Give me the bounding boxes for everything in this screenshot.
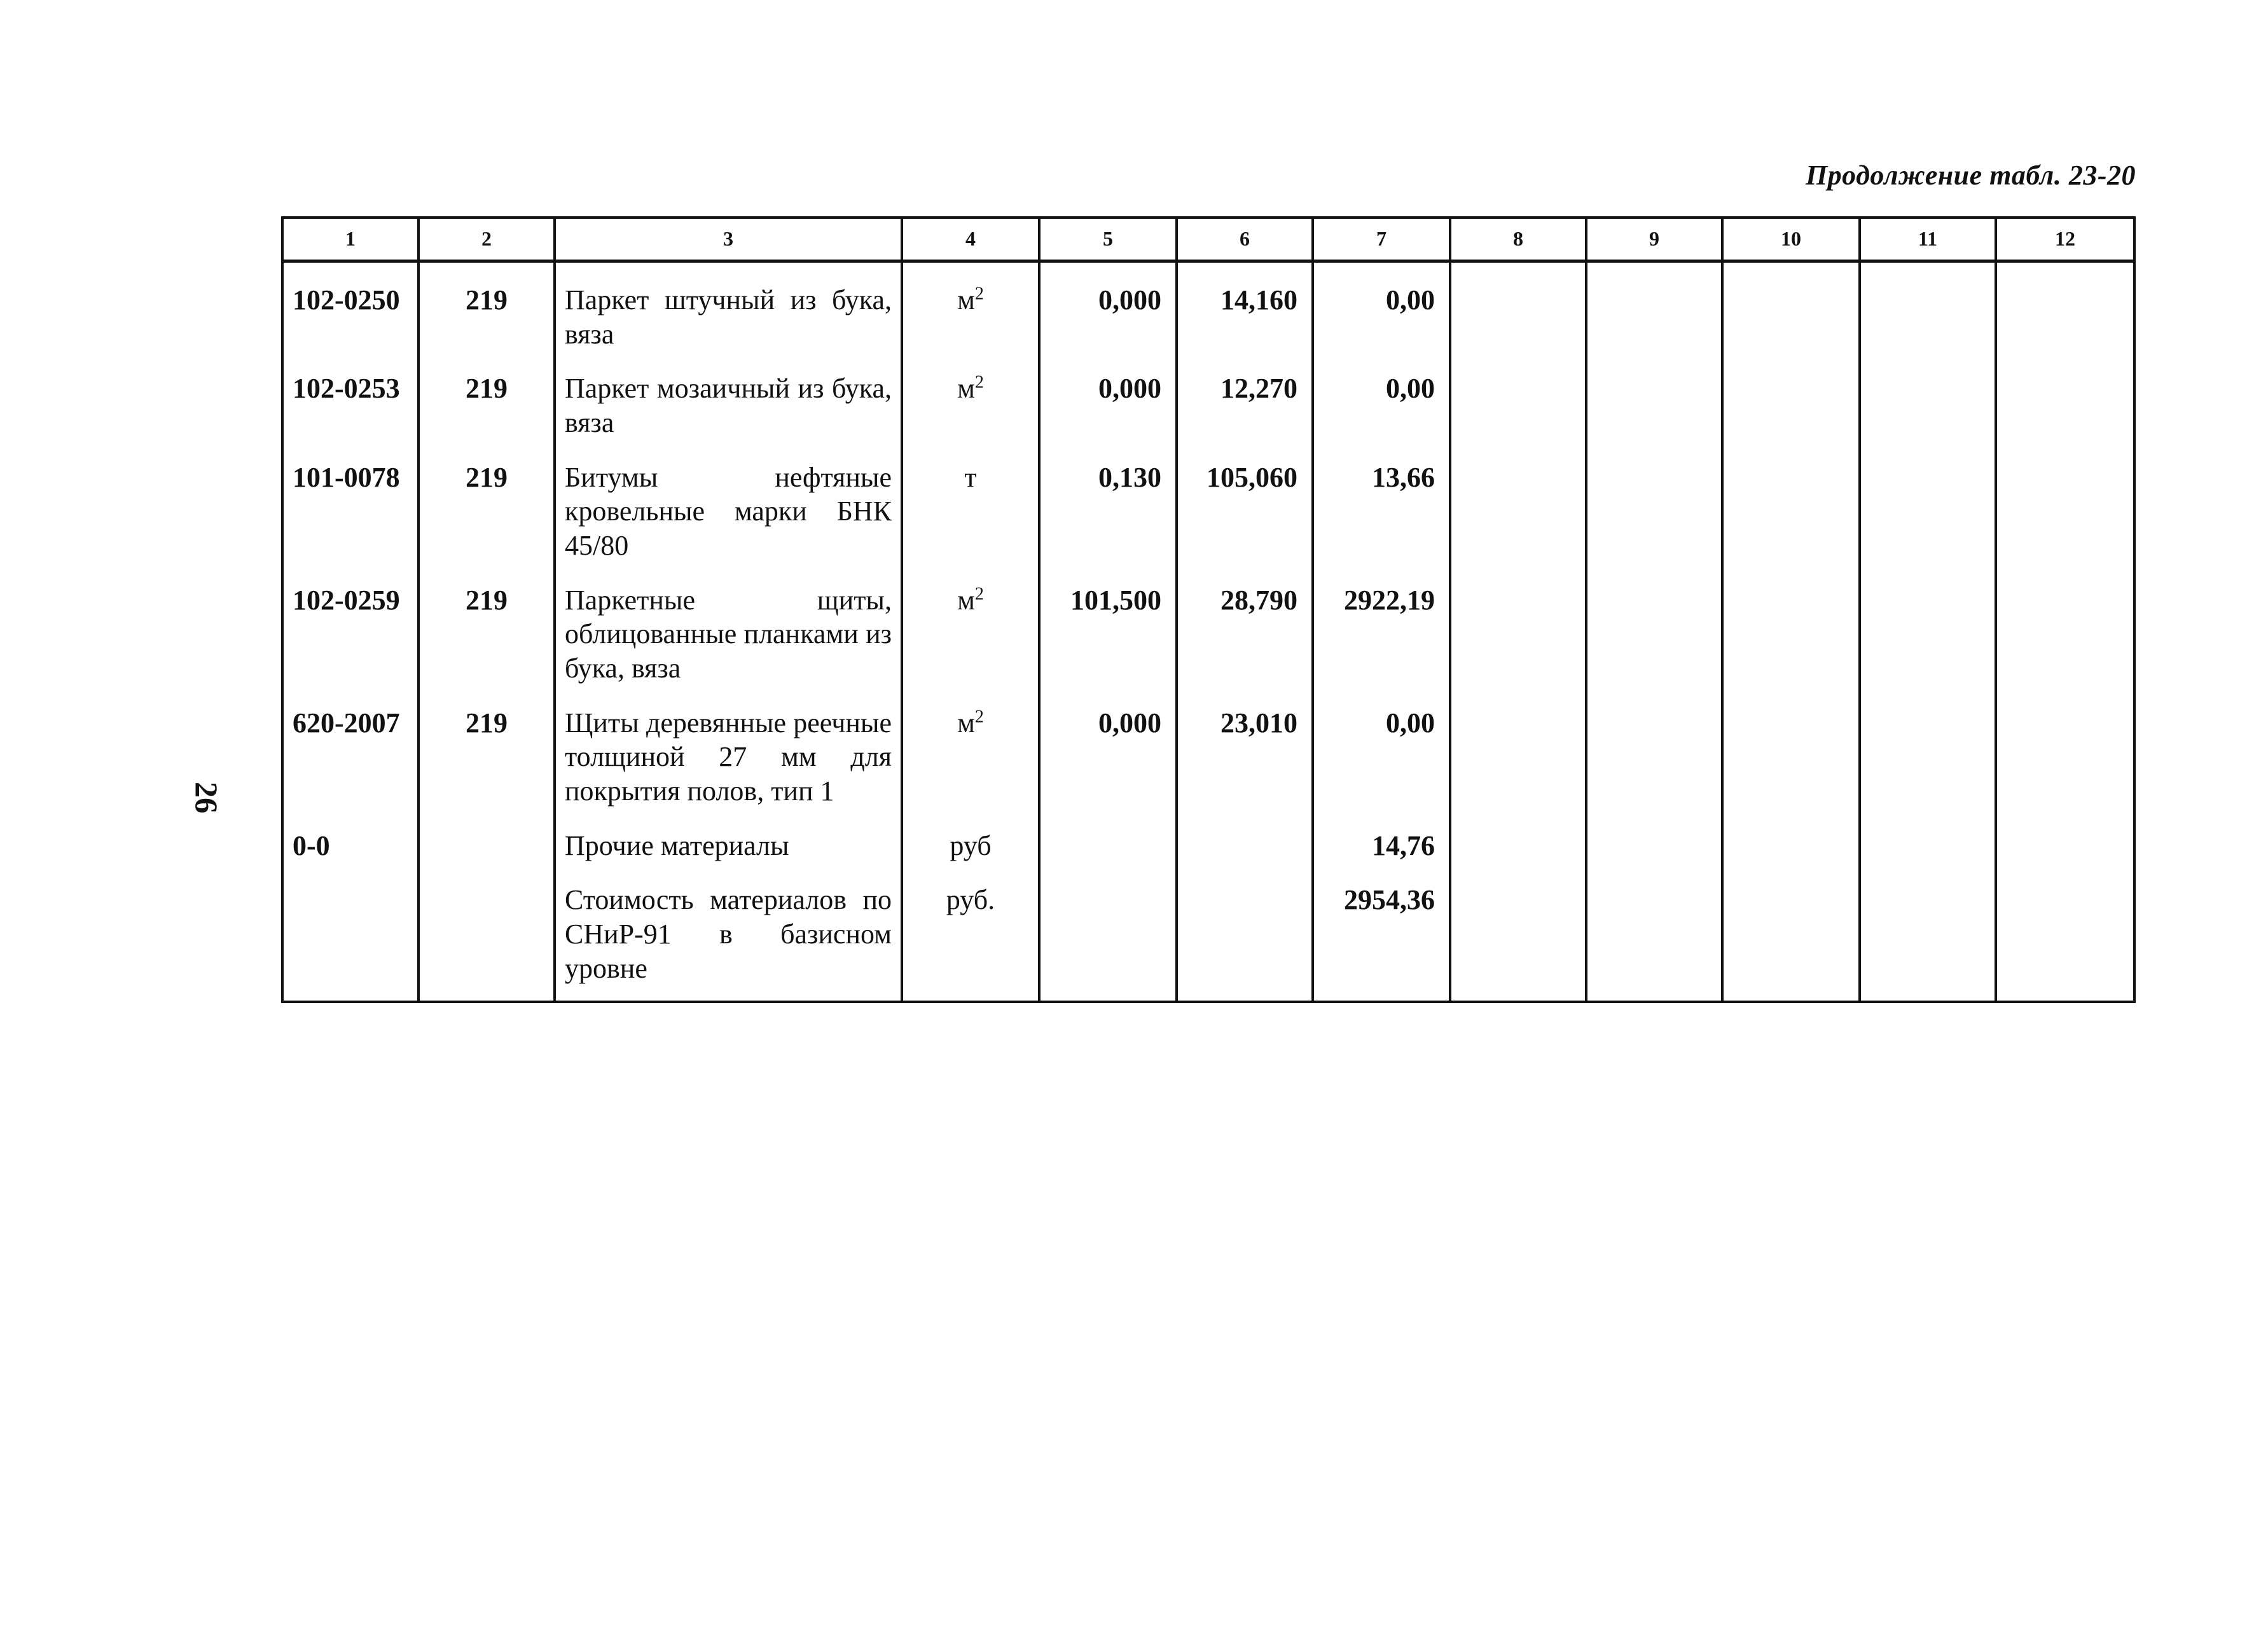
unit-text: т bbox=[964, 461, 977, 493]
group-cell: 219 bbox=[418, 351, 555, 440]
unit-cell bbox=[902, 686, 1039, 808]
empty-cell bbox=[1450, 563, 1586, 686]
unit-cell bbox=[902, 563, 1039, 686]
column-header: 2 bbox=[418, 218, 555, 261]
group-cell: 219 bbox=[418, 440, 555, 563]
unit-text: м bbox=[957, 707, 975, 738]
cost-cell: 0,00 bbox=[1313, 261, 1450, 352]
empty-cell bbox=[1722, 440, 1860, 563]
material-name-cell: Паркетные щиты, облицованные планками из бука, вяза bbox=[555, 563, 902, 686]
empty-cell bbox=[1860, 686, 1996, 808]
resource-code-cell: 0-0 bbox=[282, 808, 418, 863]
empty-cell bbox=[1996, 808, 2134, 863]
empty-cell bbox=[1586, 686, 1722, 808]
unit-text: руб bbox=[950, 829, 992, 861]
price-cell: 23,010 bbox=[1177, 686, 1313, 808]
empty-cell bbox=[1586, 351, 1722, 440]
empty-cell bbox=[1722, 351, 1860, 440]
price-cell bbox=[1177, 863, 1313, 1002]
group-cell bbox=[418, 808, 555, 863]
unit-cell bbox=[902, 261, 1039, 352]
empty-cell bbox=[1586, 261, 1722, 352]
column-header: 10 bbox=[1722, 218, 1860, 261]
table-caption: Продолжение табл. 23-20 bbox=[1805, 160, 2136, 191]
unit-cell bbox=[902, 808, 1039, 863]
empty-cell bbox=[1450, 686, 1586, 808]
price-cell: 14,160 bbox=[1177, 261, 1313, 352]
group-cell: 219 bbox=[418, 261, 555, 352]
column-header: 7 bbox=[1313, 218, 1450, 261]
quantity-cell: 0,000 bbox=[1039, 261, 1177, 352]
empty-cell bbox=[1996, 686, 2134, 808]
empty-cell bbox=[1586, 563, 1722, 686]
unit-text: руб. bbox=[946, 884, 995, 916]
empty-cell bbox=[1722, 863, 1860, 1002]
unit-superscript: 2 bbox=[974, 284, 984, 304]
price-cell: 28,790 bbox=[1177, 563, 1313, 686]
resource-code-cell bbox=[282, 863, 418, 1002]
material-name-cell: Прочие материалы bbox=[555, 808, 902, 863]
page-number: 26 bbox=[189, 782, 225, 814]
quantity-cell bbox=[1039, 863, 1177, 1002]
table-row bbox=[282, 440, 2134, 563]
column-header: 9 bbox=[1586, 218, 1722, 261]
resource-code-cell: 102-0250 bbox=[282, 261, 418, 352]
unit-cell bbox=[902, 440, 1039, 563]
table-row bbox=[282, 563, 2134, 686]
resource-code-cell: 102-0253 bbox=[282, 351, 418, 440]
empty-cell bbox=[1586, 440, 1722, 563]
table-row bbox=[282, 351, 2134, 440]
cost-cell: 0,00 bbox=[1313, 351, 1450, 440]
column-header: 4 bbox=[902, 218, 1039, 261]
cost-cell: 13,66 bbox=[1313, 440, 1450, 563]
empty-cell bbox=[1996, 863, 2134, 1002]
price-cell: 12,270 bbox=[1177, 351, 1313, 440]
column-header: 5 bbox=[1039, 218, 1177, 261]
empty-cell bbox=[1722, 808, 1860, 863]
table-row bbox=[282, 261, 2134, 352]
cost-cell: 14,76 bbox=[1313, 808, 1450, 863]
material-name-cell: Щиты деревянные реечные толщиной 27 мм для покрытия полов, тип 1 bbox=[555, 686, 902, 808]
empty-cell bbox=[1722, 563, 1860, 686]
group-cell bbox=[418, 863, 555, 1002]
empty-cell bbox=[1860, 261, 1996, 352]
column-header: 3 bbox=[555, 218, 902, 261]
empty-cell bbox=[1450, 863, 1586, 1002]
empty-cell bbox=[1860, 351, 1996, 440]
column-header: 8 bbox=[1450, 218, 1586, 261]
empty-cell bbox=[1722, 686, 1860, 808]
unit-text: м bbox=[957, 584, 975, 616]
price-cell bbox=[1177, 808, 1313, 863]
empty-cell bbox=[1996, 261, 2134, 352]
column-header: 6 bbox=[1177, 218, 1313, 261]
group-cell: 219 bbox=[418, 563, 555, 686]
empty-cell bbox=[1996, 351, 2134, 440]
table-row bbox=[282, 686, 2134, 808]
empty-cell bbox=[1996, 440, 2134, 563]
empty-cell bbox=[1722, 261, 1860, 352]
empty-cell bbox=[1860, 563, 1996, 686]
resource-code-cell: 101-0078 bbox=[282, 440, 418, 563]
empty-cell bbox=[1450, 440, 1586, 563]
unit-text: м bbox=[957, 284, 975, 315]
quantity-cell: 0,130 bbox=[1039, 440, 1177, 563]
material-name-cell: Паркет штучный из бука, вяза bbox=[555, 261, 902, 352]
resource-code-cell: 102-0259 bbox=[282, 563, 418, 686]
unit-superscript: 2 bbox=[974, 707, 984, 727]
empty-cell bbox=[1860, 863, 1996, 1002]
table-row bbox=[282, 863, 2134, 1002]
empty-cell bbox=[1450, 261, 1586, 352]
material-name-cell: Битумы нефтяные кровельные марки БНК 45/80 bbox=[555, 440, 902, 563]
column-header: 11 bbox=[1860, 218, 1996, 261]
unit-text: м bbox=[957, 373, 975, 405]
column-header: 1 bbox=[282, 218, 418, 261]
group-cell: 219 bbox=[418, 686, 555, 808]
empty-cell bbox=[1450, 808, 1586, 863]
header-row bbox=[282, 218, 2134, 261]
column-header: 12 bbox=[1996, 218, 2134, 261]
empty-cell bbox=[1860, 808, 1996, 863]
empty-cell bbox=[1450, 351, 1586, 440]
cost-cell: 0,00 bbox=[1313, 686, 1450, 808]
table-row bbox=[282, 808, 2134, 863]
unit-superscript: 2 bbox=[974, 372, 984, 392]
quantity-cell: 101,500 bbox=[1039, 563, 1177, 686]
resource-code-cell: 620-2007 bbox=[282, 686, 418, 808]
unit-cell bbox=[902, 351, 1039, 440]
price-cell: 105,060 bbox=[1177, 440, 1313, 563]
unit-superscript: 2 bbox=[974, 584, 984, 604]
quantity-cell: 0,000 bbox=[1039, 686, 1177, 808]
quantity-cell bbox=[1039, 808, 1177, 863]
empty-cell bbox=[1860, 440, 1996, 563]
unit-cell bbox=[902, 863, 1039, 1002]
quantity-cell: 0,000 bbox=[1039, 351, 1177, 440]
material-name-cell: Стоимость материалов по СНиР-91 в базисном уровне bbox=[555, 863, 902, 1002]
empty-cell bbox=[1586, 863, 1722, 1002]
empty-cell bbox=[1586, 808, 1722, 863]
material-name-cell: Паркет мозаичный из бука, вяза bbox=[555, 351, 902, 440]
cost-cell: 2954,36 bbox=[1313, 863, 1450, 1002]
materials-table bbox=[281, 216, 2136, 1003]
empty-cell bbox=[1996, 563, 2134, 686]
cost-cell: 2922,19 bbox=[1313, 563, 1450, 686]
